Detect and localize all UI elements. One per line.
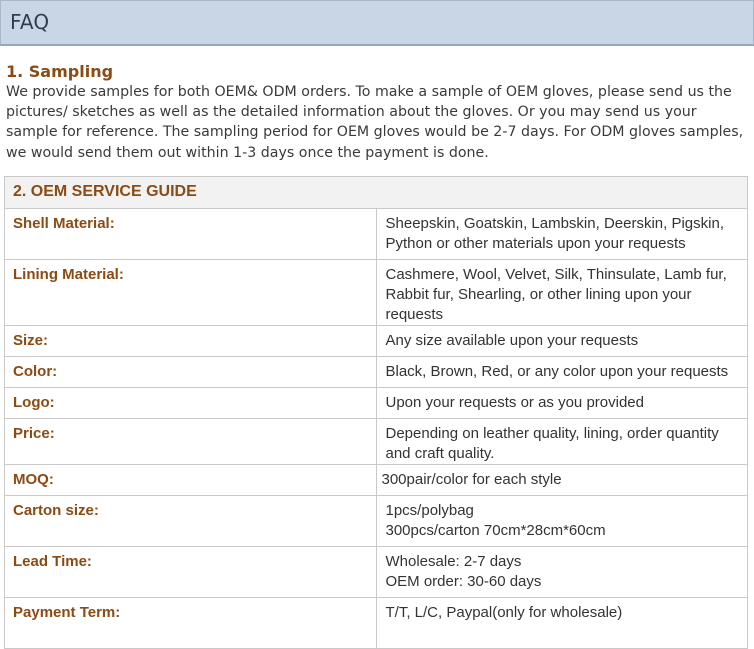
- row-value-payment-term: [376, 598, 748, 649]
- value-line: 300pcs/carton 70cm*28cm*60cm: [385, 522, 606, 539]
- table-row: [5, 326, 748, 357]
- table-row: [5, 419, 748, 465]
- row-value-carton-size: [376, 496, 748, 547]
- oem-service-guide-table: [4, 176, 748, 649]
- row-label-moq: MOQ:: [5, 465, 377, 496]
- sampling-paragraph: We provide samples for both OEM& ODM orders. To make a sample of OEM gloves, please send us the pictures/ sketches as well as the detailed information about the gloves. Or you may send us your sample for reference. The sampling period for OEM gloves would be 2-7 days. For ODM gloves samples, we would send them out within 1-3 days once the payment is done.: [6, 84, 744, 161]
- value-line: T/T, L/C, Paypal(only for wholesale): [385, 604, 623, 621]
- value-line: Cashmere, Wool, Velvet, Silk, Thinsulate, Lamb fur, Rabbit fur, Shearling, or other lining upon your requests: [385, 266, 727, 323]
- value-line: Depending on leather quality, lining, order quantity and craft quality.: [385, 425, 719, 462]
- value-line: 1pcs/polybag: [385, 502, 474, 519]
- table-row: [5, 388, 748, 419]
- row-value-lead-time: [376, 547, 748, 598]
- value-line: Any size available upon your requests: [385, 332, 639, 349]
- table-row: [5, 357, 748, 388]
- value-line: Black, Brown, Red, or any color upon your requests: [385, 363, 729, 380]
- row-value-size: [376, 326, 748, 357]
- table-row: [5, 209, 748, 260]
- row-value-lining-material: [376, 260, 748, 326]
- value-line: 300pair/color for each style: [381, 471, 562, 488]
- row-label-logo: Logo:: [5, 388, 377, 419]
- row-value-price: [376, 419, 748, 465]
- row-value-shell-material: [376, 209, 748, 260]
- row-label-price: Price:: [5, 419, 377, 465]
- row-value-logo: [376, 388, 748, 419]
- value-line: Wholesale: 2-7 days: [385, 553, 522, 570]
- table-row: [5, 598, 748, 649]
- guide-header-row: [5, 177, 748, 209]
- row-label-lining-material: Lining Material:: [5, 260, 377, 326]
- row-label-size: Size:: [5, 326, 377, 357]
- value-line: OEM order: 30-60 days: [385, 573, 542, 590]
- guide-heading: 2. OEM SERVICE GUIDE: [5, 177, 748, 209]
- row-label-carton-size: Carton size:: [5, 496, 377, 547]
- row-label-shell-material: Shell Material:: [5, 209, 377, 260]
- row-label-lead-time: Lead Time:: [5, 547, 377, 598]
- table-row: [5, 465, 748, 496]
- row-label-color: Color:: [5, 357, 377, 388]
- row-value-color: [376, 357, 748, 388]
- value-line: Upon your requests or as you provided: [385, 394, 644, 411]
- sampling-heading: 1. Sampling: [6, 62, 114, 81]
- row-label-payment-term: Payment Term:: [5, 598, 377, 649]
- table-row: [5, 496, 748, 547]
- page-title: FAQ: [10, 10, 50, 34]
- faq-header: [0, 0, 754, 46]
- table-row: [5, 260, 748, 326]
- row-value-moq: [376, 465, 748, 496]
- table-row: [5, 547, 748, 598]
- value-line: Sheepskin, Goatskin, Lambskin, Deerskin, Pigskin, Python or other materials upon your requests: [385, 215, 724, 252]
